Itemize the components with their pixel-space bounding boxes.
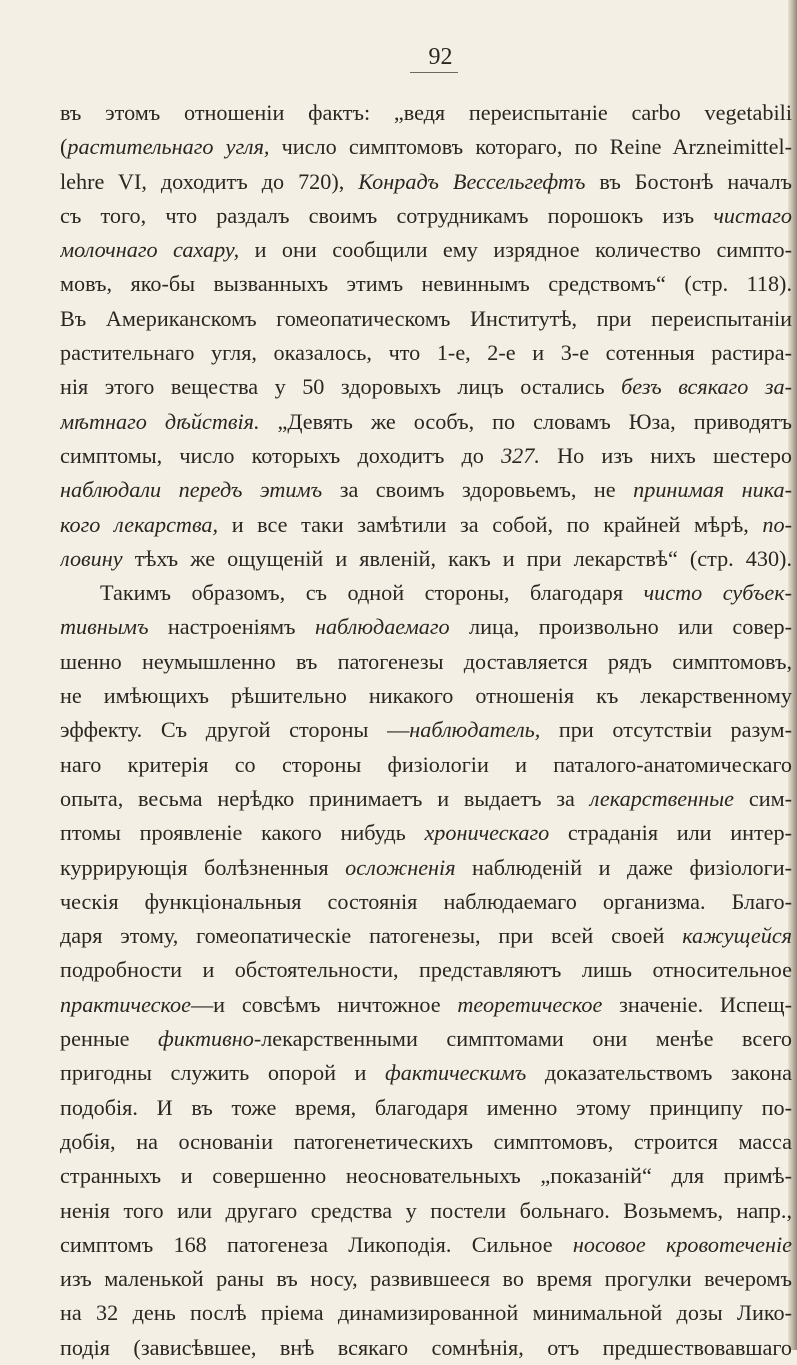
text-line: ческія функціональныя состоянія наблюдаемаго организма. Благо- bbox=[60, 888, 792, 914]
text-line: даря этому, гомеопатическіе патогенезы, при всей своей кажущейся bbox=[60, 923, 792, 949]
text-line: Въ Американскомъ гомеопатическомъ Институтѣ, при переиспытаніи bbox=[60, 305, 792, 331]
text-line: шенно неумышленно въ патогенезы доставляется рядъ симптомовъ, bbox=[60, 648, 792, 674]
text-line: (растительнаго угля, число симптомовъ котораго, по Reine Arzneimittel- bbox=[60, 134, 792, 160]
text-line: опыта, весьма нерѣдко принимаетъ и выдаетъ за лекарственные сим- bbox=[60, 785, 792, 811]
text-line: наго критерія со стороны физіологіи и паталого-анатомическаго bbox=[60, 751, 792, 777]
page-number-rule bbox=[410, 72, 458, 73]
text-line: практическое—и совсѣмъ ничтожное теоретическое значеніе. Испещ- bbox=[60, 991, 792, 1017]
text-line: въ этомъ отношеніи фактъ: „ведя переиспытаніе carbo vegetabili bbox=[60, 100, 792, 125]
text-line: кого лекарства, и все таки замѣтили за собой, по крайней мѣрѣ, по- bbox=[60, 511, 792, 537]
text-line: ненія того или другаго средства у постели больнаго. Возьмемъ, напр., bbox=[60, 1197, 792, 1223]
text-line: подробности и обстоятельности, представляютъ лишь относительное bbox=[60, 957, 792, 983]
text-line: добія, на основаніи патогенетическихъ симптомовъ, строится масса bbox=[60, 1128, 792, 1154]
text-line: куррирующія болѣзненныя осложненія наблюденій и даже физіологи- bbox=[60, 854, 792, 880]
text-line: подія (зависѣвшее, внѣ всякаго сомнѣнія, отъ предшествовавшаго bbox=[60, 1334, 792, 1360]
body-text bbox=[60, 96, 792, 1365]
text-line: наблюдали передъ этимъ за своимъ здоровьемъ, не принимая ника- bbox=[60, 477, 792, 503]
text-line: изъ маленькой раны въ носу, развившееся во время прогулки вечеромъ bbox=[60, 1266, 792, 1292]
text-line: симптомы, число которыхъ доходитъ до 327. Но изъ нихъ шестеро bbox=[60, 442, 792, 468]
page-number: 92 bbox=[428, 44, 453, 70]
text-line: подобія. И въ тоже время, благодаря именно этому принципу по- bbox=[60, 1094, 792, 1120]
text-line: мовъ, яко-бы вызванныхъ этимъ невиннымъ средствомъ“ (стр. 118). bbox=[60, 271, 792, 297]
text-line: молочнаго сахару, и они сообщили ему изрядное количество симпто- bbox=[60, 237, 792, 263]
text-line: эффекту. Съ другой стороны —наблюдатель, при отсутствіи разум- bbox=[60, 717, 792, 743]
text-line: на 32 день послѣ пріема динамизированной минимальной дозы Лико- bbox=[60, 1300, 792, 1326]
text-line: съ того, что раздалъ своимъ сотрудникамъ порошокъ изъ чистаго bbox=[60, 202, 792, 228]
text-line: птомы проявленіе какого нибудь хроническаго страданія или интер- bbox=[60, 820, 792, 846]
text-line: тивнымъ настроеніямъ наблюдаемаго лица, произвольно или совер- bbox=[60, 614, 792, 640]
text-line: странныхъ и совершенно неосновательныхъ „показаній“ для примѣ- bbox=[60, 1163, 792, 1189]
text-line: симптомъ 168 патогенеза Ликоподія. Сильное носовое кровотеченіе bbox=[60, 1231, 792, 1257]
text-line: lehre VI, доходитъ до 720), Конрадъ Вессельгефтъ въ Бостонѣ началъ bbox=[60, 168, 792, 194]
text-line: растительнаго угля, оказалось, что 1-е, 2-е и 3-е сотенныя растира- bbox=[60, 340, 792, 366]
text-line: нія этого вещества у 50 здоровыхъ лицъ остались безъ всякаго за- bbox=[60, 374, 792, 400]
text-line: мѣтнаго дѣйствія. „Девять же особъ, по словамъ Юза, приводятъ bbox=[60, 408, 792, 434]
text-line: ренные фиктивно-лекарственными симптомами они менѣе всего bbox=[60, 1026, 792, 1052]
text-line: Такимъ образомъ, съ одной стороны, благодаря чисто субъек- bbox=[100, 580, 792, 606]
text-line: ловину тѣхъ же ощущеній и явленій, какъ и при лекарствѣ“ (стр. 430). bbox=[60, 545, 792, 571]
text-line: пригодны служить опорой и фактическимъ доказательствомъ закона bbox=[60, 1060, 792, 1086]
text-line: не имѣющихъ рѣшительно никакого отношенія къ лекарственному bbox=[60, 683, 792, 709]
